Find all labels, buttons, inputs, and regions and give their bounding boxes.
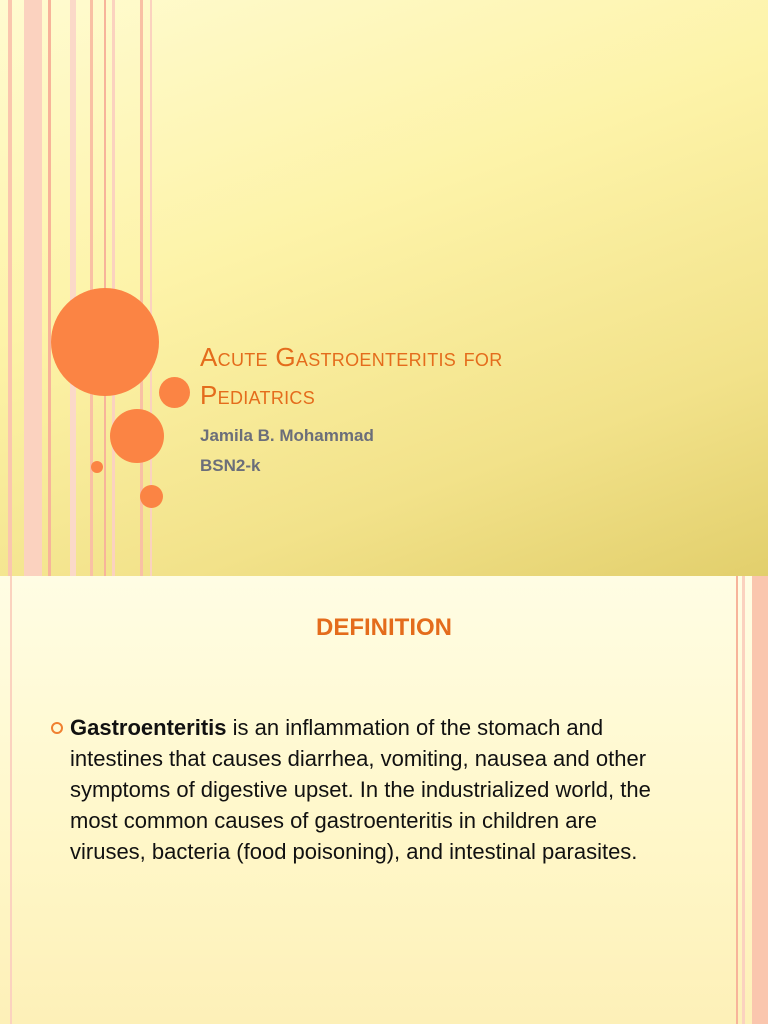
definition-slide — [0, 576, 768, 1024]
slide-title — [200, 338, 720, 414]
decorative-stripe — [90, 0, 93, 576]
definition-term: Gastroenteritis — [70, 715, 227, 740]
decorative-stripe — [752, 576, 768, 1024]
decorative-stripe — [10, 576, 12, 1024]
decorative-stripe — [24, 0, 42, 576]
decorative-circle-large — [51, 288, 159, 396]
decorative-stripe — [48, 0, 51, 576]
author-section: BSN2-k — [200, 456, 261, 475]
author-name: Jamila B. Mohammad — [200, 426, 374, 445]
slide-title-line2: Pediatrics — [200, 380, 316, 410]
decorative-circle-small — [159, 377, 190, 408]
definition-paragraph — [70, 712, 670, 867]
decorative-stripe — [8, 0, 12, 576]
definition-body: is an inflammation of the stomach and intestines that causes diarrhea, vomiting, nausea and other symptoms of digestive upset. In the industrialized world, the most common causes of gastroenteritis in children are viruses, bacteria (food poisoning), and intestinal parasites. — [70, 715, 651, 864]
bullet-icon — [51, 722, 63, 734]
decorative-stripe — [736, 576, 738, 1024]
slide-title-line1: Acute Gastroenteritis for — [200, 342, 503, 372]
section-heading: DEFINITION — [316, 614, 452, 641]
decorative-circle-tiny — [91, 461, 103, 473]
decorative-circle-small — [140, 485, 163, 508]
decorative-stripe — [70, 0, 76, 576]
decorative-circle-medium — [110, 409, 164, 463]
decorative-stripe — [742, 576, 745, 1024]
